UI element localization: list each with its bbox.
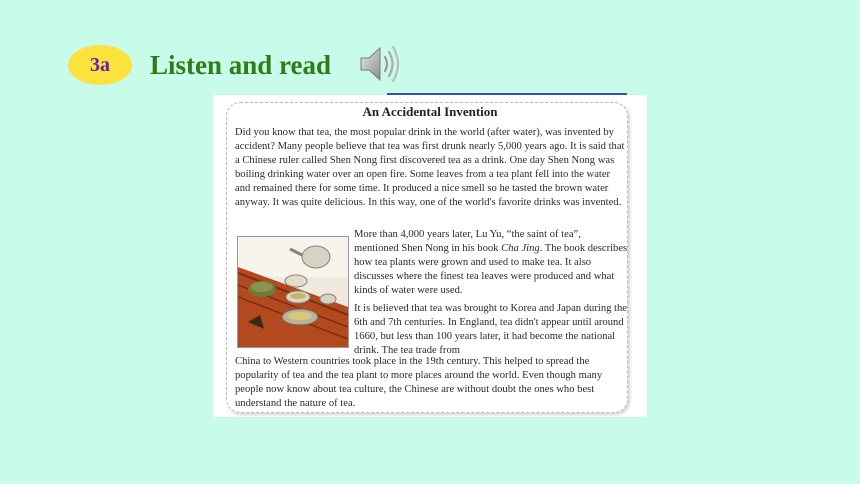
article-title: An Accidental Invention xyxy=(362,104,498,119)
tea-set-image xyxy=(238,237,348,347)
tea-photo xyxy=(237,236,349,348)
paragraph-4: China to Western countries took place in the 19th century. This helped to spread the popularity of tea and the tea plant to more places around the world. Even though many people now know about tea culture, the Chinese are without doubt the ones who best understand the nature of tea. xyxy=(235,356,603,410)
paragraph-3: It is believed that tea was brought to Korea and Japan during the 6th and 7th centuries. In England, tea didn't appear until around 1660, but less than 100 years later, it had become the national drink. The tea trade from xyxy=(354,303,628,357)
reading-card xyxy=(213,95,647,417)
section-badge: 3a xyxy=(68,45,132,85)
paragraph-1: Did you know that tea, the most popular drink in the world (after water), was invented by accident? Many people believe that tea was first drunk nearly 5,000 years ago. It is said that a Chinese ruler called Shen Nong first discovered tea as a drink. One day Shen Nong was boiling drinking water over an open fire. Some leaves from a tea plant fell into the water and remained there for some time. It produced a nice smell so he tasted the brown water anyway. It was quite delicious. In this way, one of the world's favorite drinks was invented. xyxy=(235,127,625,209)
book-title: Cha Jing xyxy=(501,243,540,255)
paragraph-2: More than 4,000 years later, Lu Yu, “the saint of tea”, mentioned Shen Nong in his book Cha Jing. The book describes how tea plants were grown and used to make tea. It also discusses where the finest tea leaves were produced and what kinds of water were used. xyxy=(354,229,628,297)
speaker-icon[interactable] xyxy=(358,43,404,85)
section-heading: Listen and read xyxy=(150,50,332,80)
